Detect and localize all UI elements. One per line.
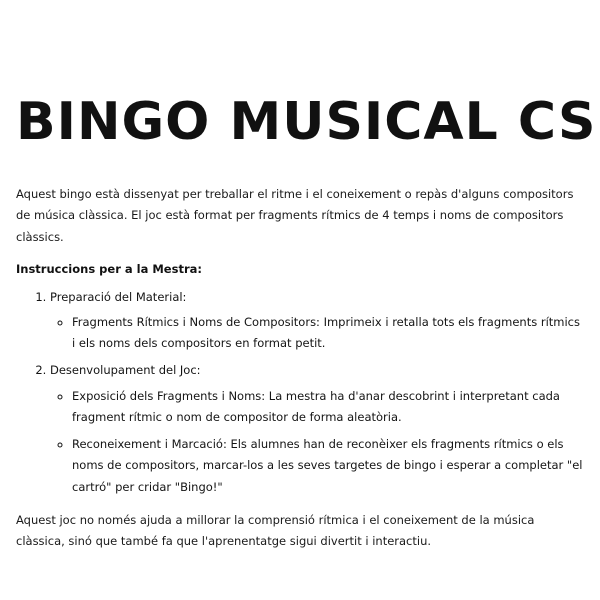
step-label: Preparació del Material: <box>50 289 187 304</box>
list-item: ◦ Reconeixement i Marcació: Els alumnes han de reconèixer els fragments rítmics o els noms de compositors, marcar-los a les seves targetes de bingo i esperar a completar "el cartró" per cridar "Bingo!" <box>72 434 584 498</box>
closing-paragraph: Aquest joc no només ajuda a millorar la comprensió rítmica i el coneixement de la música clàssica, sinó que també fa que l'aprenentatge sigui divertit i interactiu. <box>16 512 535 549</box>
page-title: BINGO MUSICAL CS <box>16 92 597 152</box>
instructions-heading: Instruccions per a la Mestra: <box>16 262 202 277</box>
intro-paragraph: Aquest bingo està dissenyat per treballar el ritme i el coneixement o repàs d'alguns compositors de música clàssica. El joc està format per fragments rítmics de 4 temps i noms de compositors clàssics. <box>16 187 574 244</box>
step-label: Desenvolupament del Joc: <box>50 363 201 378</box>
list-item <box>50 360 584 498</box>
instructions-list <box>16 287 584 498</box>
step-sublist <box>50 386 584 498</box>
list-item: ◦ Exposició dels Fragments i Noms: La mestra ha d'anar descobrint i interpretant cada fragment rítmic o nom de compositor de forma aleatòria. <box>72 386 584 429</box>
list-item <box>50 287 584 355</box>
list-item: ◦ Fragments Rítmics i Noms de Compositors: Imprimeix i retalla tots els fragments rítmics i els noms dels compositors en format petit. <box>72 312 584 355</box>
step-sublist <box>50 312 584 355</box>
